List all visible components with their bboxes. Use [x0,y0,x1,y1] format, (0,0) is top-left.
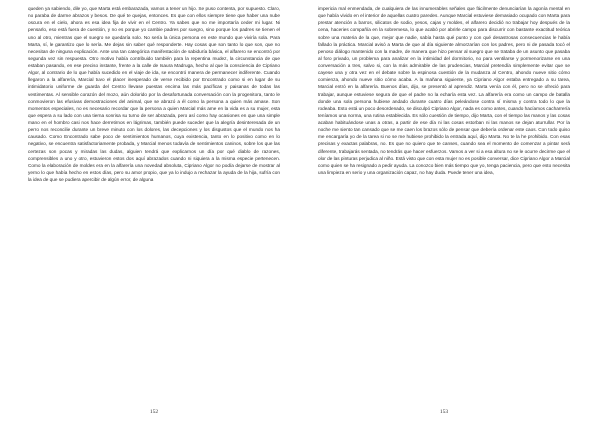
right-page-paragraph: impericia mal enmendada, de cualquiera de las innumerables señales que fácilmente denunciarían la agonía mental en que había vivido en el interior de aquellas cuatro paredes. Aunque Marcial estuviese demasiado ocupado con Marta para prestar atención a barros, silicatos de sodio, yesos, cajas y moldes, el alfarero decidió no trabajar hoy después de la cena, haceries compañía en la sobremesa, lo que acabó por abrirle campo para discurrir con bastante exactitud teórica sobre una materia de la que, mejor que nadie, sabía hasta qué punto y con qué desastrosas consecuencias le había fallado la práctica. Marcial avisó a Marta de que al día siguiente almorzarían con los padres, pero ni de pasada tocó el penoso diálogo mantenido con la madre, de manera que hizo pensar al suegro que se trataba de un asunto que pasaba al foro privado, un problema para analizar en la intimidad del dormitorio, no para ventilarse y pormenorizarse en una conversación a tres, salvo si, con la más admirable de las prudencias, Marcial pretendía simplemente evitar que se cayese una y otra vez en el debate sobre la espinosa cuestión de la mudanza al Centro, ahondo nueve sitio cómo comienza, ahondo nueve sitio cómo acaba. A la mañana siguiente, ya Cipriano Algor estaba entregado a su tarea, Marcial entró en la alfarería. Buenos días, dijo, se presentó al aprendiz. Marta venía con él, pero no se ofreció para trabajar, aunque estuviese segura de que el padre no la echaría esta vez. La alfarería era como un campo de batalla donde una sola persona hubiese andado durante cuatro días peleándose contra sí misma y contra todo lo que la rodeaba. Esto está un poco desordenado, se disculpó Cipriano Algor, nada es como antes, cuando hacíamos cacharrería teníamos una norma, una rutina establecida. Es sólo cuestión de tiempo, dijo Marta, con el tiempo las manos y las cosas acaban habituándose unas a otras, a partir de ese día ni las cosas estorban ni las manos se dejan aturrullar. Por la noche me siento tan cansado que se me caen los brazos sólo de pensar que debería ordenar este caos. Con todo quiso me encargaría yo de la tarea si no se me hubiese prohibido la entrada aquí, dijo Marta. No te la he prohibido. Con esas precisas y exactas palabras, no. Es que no quiero que te canses, cuando sea el momento de comenzar a pintar será diferente, trabajarás sentada, no tendrás que hacer esfuerzos. Vamos a ver si a esa altura no se le ocurre decirme que el olor de las pinturas perjudica al niño. Está visto que con esta mujer no es posible conversar, dice Cipriano Algor a Marcial como quien se ha resignado a pedir ayuda. La conozco bien más tiempo que yo, tenga paciencia, pero que esto necesita una limpieza en serio y una organización capaz, no hay duda. Puede tener una idea, [318,6,570,175]
right-page-number: 153 [439,409,449,415]
right-page [300,0,600,424]
left-page-text [28,5,280,407]
right-page-text [318,5,570,407]
left-page-paragraph: queden ya sabiendo, dile yo, que Marta está embarazada, vamos a tener un hijo. Se puso contenta, por supuesto. Claro, no paraba de darme abrazos y besos. De qué te quejas, entonces. Es que con ellos siempre tiene que haber una nube oscura en el cielo, ahora es esa idea fija de vivir en el Centro. Ya sabes que no me importaría ceder mi lugar. Ni pensarlo, eso está fuera de cuestión, y no es porque yo cambie padres por suegro, sino porque los padres se tienen el uno al otro, mientras que el suegro se quedaría solo. No sería la única persona en este mundo que viviría sola. Para Marta, sí, le garantizo que lo sería. Me dejas sin saber qué responderte. Hay cosas que son tanto lo que son, que no necesitan de ninguna explicación. Ante una tan categórica manifestación de sabiduría básica, el alfarero se encontró por segunda vez sin respuesta. Otro motivo había contribuido también para la repentina mudez, la circunstancia de que estaban pasando, en ese preciso instante, frente a la calle de Isaura Madruga, hecho al que la consciencia de Cipriano Algor, al contrario de lo que había sucedido en el viaje de ida, se encontró manera de permanecer indiferente. Cuando llegaron a la alfarería, Marcial tuvo el placer inesperado de verse recibido por Encontrado como si en lugar de su intimidatorio uniforme de guarda del Centro llevase puestas encima las más pacíficas y paisanas de todas las vestimentas. Al sensible corazón del mozo, aún dolorido por la desafortunada conversación con la progenitora, tanto le conmovieron las efusivas demostraciones del animal, que se abrazó a él como la persona a quien más amase. Son momentos especiales, no es necesario recordar que la persona a quien Marcial más ame en la vida es a su mujer, esta que espera a su lado con una tierna sonrisa su turno de ser abrazada, pero así como hay ocasiones en que una simple mano en el hombro casi nos hace derretirnos en lágrimas, también puede suceder que la alegría desinteresada de un perro nos reconcilie durante un breve minuto con los dolores, las decepciones y los disgustos que el mundo nos ha causado. Como Encontrado sabe poco de sentimientos humanos, cuya existencia, tanto en lo positivo como en lo negativo, se encuentra satisfactoriamente probada, y Marcial menos todavía de sentimientos caninos, sobre los que las certezas son pocas y miradas las dudas, alguien tendrá que explicarnos un día por qué diablo de razones, comprensibles a uno y otro, estuvieron estos dos aquí abrazados cuando ni siquiera a la misma especie pertenecen. Como la elaboración de moldes era en la alfarería una novedad absoluta, Cipriano Algor no podía dejarse de mostrar al yerno lo que había hecho en estos días, pero su amor propio, que ya lo indujo a rechazar la ayuda de la hija, sufría con la idea de que se pudiera apercibir de algún error, de alguna [28,6,280,182]
left-page-number: 152 [149,409,159,415]
